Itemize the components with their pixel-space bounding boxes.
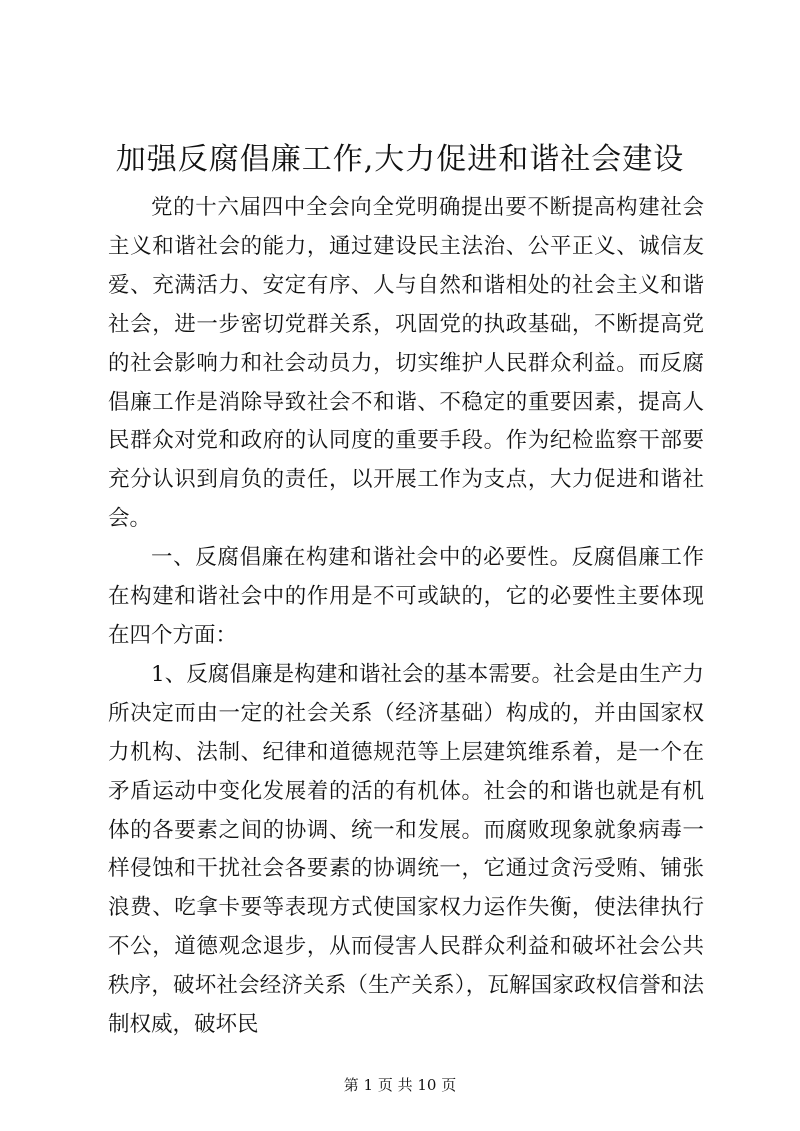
paragraph-section-one: 一、反腐倡廉在构建和谐社会中的必要性。反腐倡廉工作在构建和谐社会中的作用是不可或缺的，它的必要性主要体现在四个方面： [108,545,704,648]
document-title: 加强反腐倡廉工作,大力促进和谐社会建设 [115,142,685,177]
paragraph-intro: 党的十六届四中全会向全党明确提出要不断提高构建社会主义和谐社会的能力，通过建设民主法治、公平正义、诚信友爱、充满活力、安定有序、人与自然和谐相处的社会主义和谐社会，进一步密切党群关系，巩固党的执政基础，不断提高党的社会影响力和社会动员力，切实维护人民群众利益。而反腐倡廉工作是消除导致社会不和谐、不稳定的重要因素，提高人民群众对党和政府的认同度的重要手段。作为纪检监察干部要充分认识到肩负的责任，以开展工作为支点，大力促进和谐社会。 [108,195,704,532]
paragraph-point-one: 1、反腐倡廉是构建和谐社会的基本需要。社会是由生产力所决定而由一定的社会关系（经济基础）构成的，并由国家权力机构、法制、纪律和道德规范等上层建筑维系着，是一个在矛盾运动中变化发展着的活的有机体。社会的和谐也就是有机体的各要素之间的协调、统一和发展。而腐败现象就象病毒一样侵蚀和干扰社会各要素的协调统一，它通过贪污受贿、铺张浪费、吃拿卡要等表现方式使国家权力运作失衡，使法律执行不公，道德观念退步，从而侵害人民群众利益和破坏社会公共秩序，破坏社会经济关系（生产关系），瓦解国家政权信誉和法制权威，破坏民 [108,661,704,1038]
page-number-footer: 第 1 页 共 10 页 [343,1076,457,1094]
document-body [108,189,704,1045]
